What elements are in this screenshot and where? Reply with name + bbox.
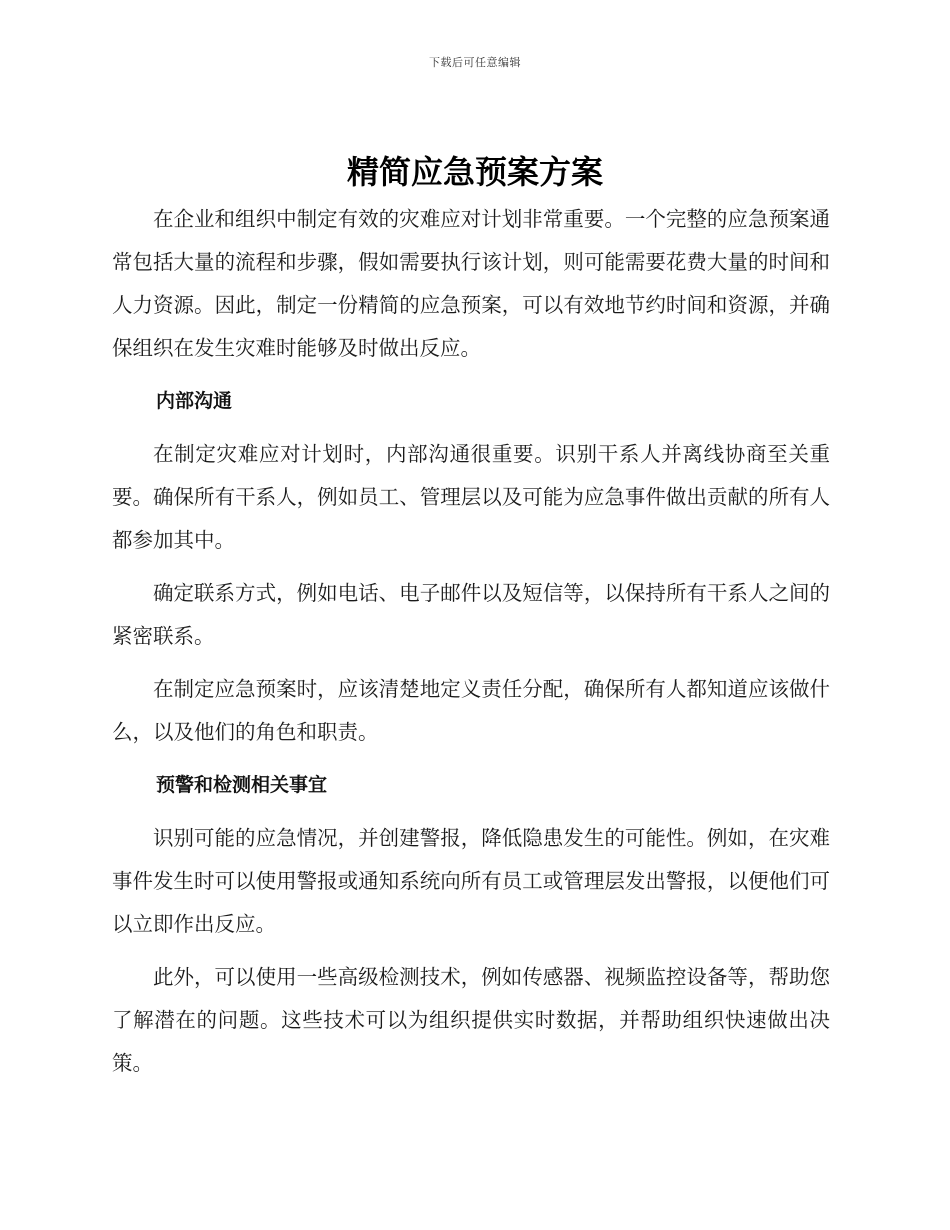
intro-paragraph: 在企业和组织中制定有效的灾难应对计划非常重要。一个完整的应急预案通常包括大量的流程和步骤，假如需要执行该计划，则可能需要花费大量的时间和人力资源。因此，制定一份精简的应急预案，可以有效地节约时间和资源，并确保组织在发生灾难时能够及时做出反应。 [112, 207, 830, 360]
section-heading-internal-communication: 内部沟通 [156, 390, 233, 412]
body-paragraph: 此外，可以使用一些高级检测技术，例如传感器、视频监控设备等，帮助您了解潜在的问题。这些技术可以为组织提供实时数据，并帮助组织快速做出决策。 [112, 965, 830, 1075]
body-paragraph: 确定联系方式，例如电话、电子邮件以及短信等，以保持所有干系人之间的紧密联系。 [112, 581, 830, 648]
body-paragraph: 在制定灾难应对计划时，内部沟通很重要。识别干系人并离线协商至关重要。确保所有干系人，例如员工、管理层以及可能为应急事件做出贡献的所有人都参加其中。 [112, 442, 830, 552]
page-title: 精简应急预案方案 [346, 153, 603, 191]
body-paragraph: 在制定应急预案时，应该清楚地定义责任分配，确保所有人都知道应该做什么，以及他们的角色和职责。 [112, 677, 830, 744]
section-heading-warning-detection: 预警和检测相关事宜 [156, 774, 328, 796]
header-note: 下载后可任意编辑 [429, 56, 521, 69]
document-body [112, 198, 830, 1085]
body-paragraph: 识别可能的应急情况，并创建警报，降低隐患发生的可能性。例如，在灾难事件发生时可以使用警报或通知系统向所有员工或管理层发出警报，以便他们可以立即作出反应。 [112, 826, 830, 936]
